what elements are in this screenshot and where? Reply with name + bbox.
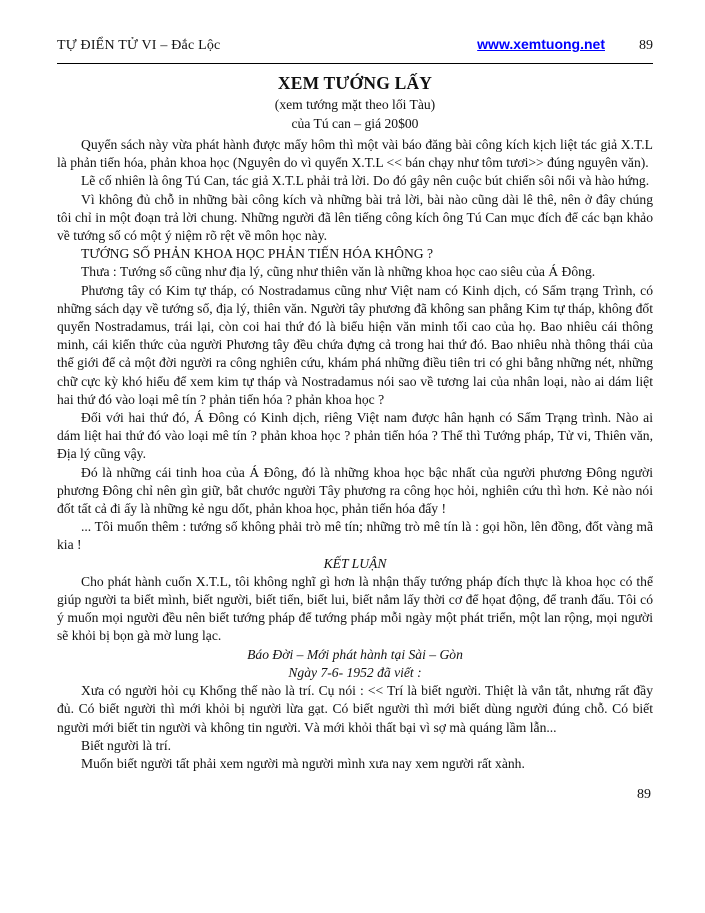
- body-paragraph: Biết người là trí.: [81, 737, 172, 753]
- header-rule: [57, 63, 653, 64]
- body-paragraph: Phương tây có Kim tự tháp, có Nostradamus cũng như Việt nam có Kinh dịch, có Sấm trạng Trình, có những sách dạy về tướng số, địa lý, thiên văn. Người tây phương đã không san phẳng Kim tự tháp, không đốt quyển Nostradamus, trái lại, còn coi hai thứ đó là biểu hiện văn minh tối cao của họ. Bao nhiêu cái thông minh, cái kiến thức của người Phương tây đều chứa đựng cả trong hai thứ đó. Bao nhiêu nhà thông thái của thế giới để cả một đời người ra công nghiên cứu, khám phá những điều tiên tri có ghi bằng những nét, những chữ cực kỳ khó hiểu để xem kim tự tháp và Nostradamus nói sao về tương lai của nhân loại, nào ai dám liệt hai thứ đó vào loại mê tín ? phản tiến hóa ? phản khoa học ?: [57, 282, 653, 407]
- conclusion-heading: KẾT LUẬN: [323, 555, 387, 571]
- header-page-number: 89: [639, 38, 653, 53]
- article-body: [57, 136, 653, 773]
- citation-line: Ngày 7-6- 1952 đã viết :: [288, 664, 422, 680]
- section-heading: TƯỚNG SỐ PHẢN KHOA HỌC PHẢN TIẾN HÓA KHÔNG ?: [81, 246, 434, 262]
- body-paragraph: Thưa : Tướng số cũng như địa lý, cũng như thiên văn là những khoa học cao siêu của Á Đông.: [81, 264, 596, 280]
- body-paragraph: Đó là những cái tinh hoa của Á Đông, đó là những khoa học bậc nhất của người phương Đông người phương Đông chỉ nên gìn giữ, bắt chước người Tây phương ra công học hỏi, nghiên cứu thì hơn. Kẻ nào nói đốt tất cả đi ấy là những kẻ ngu dốt, phản khoa học, phản tiến hóa đấy !: [57, 464, 653, 517]
- body-paragraph: Lẽ cố nhiên là ông Tú Can, tác giả X.T.L phải trả lời. Do đó gây nên cuộc bút chiến sôi nổi và hào hứng.: [81, 173, 650, 189]
- citation-line: Báo Đời – Mới phát hành tại Sài – Gòn: [247, 646, 463, 662]
- book-title: TỰ ĐIỂN TỬ VI – Đắc Lộc: [57, 38, 221, 53]
- article-byline: của Tú can – giá 20$00: [291, 116, 419, 131]
- website-link[interactable]: www.xemtuong.net: [477, 36, 605, 52]
- header-right: [477, 36, 653, 54]
- article-subtitle: (xem tướng mặt theo lối Tàu): [274, 97, 436, 112]
- body-paragraph: Vì không đủ chỗ in những bài công kích và những bài trả lời, bài nào cũng dài lê thê, nên ở đây chúng tôi chỉ in một đoạn trả lời chung. Những người đã lên tiếng công kích ông Tú Can mục đích để các bạn khảo về tướng số có một ý niệm rõ rệt về môn học này.: [57, 191, 653, 244]
- body-paragraph: Quyển sách này vừa phát hành được mấy hôm thì một vài báo đăng bài công kích kịch liệt tác giả X.T.L là phản tiến hóa, phản khoa học (Nguyên do vì quyển X.T.L << bán chạy như tôm tươi>> đúng nguyên văn).: [57, 137, 653, 171]
- page-footer: [57, 787, 653, 803]
- body-paragraph: Đối với hai thứ đó, Á Đông có Kinh dịch, riêng Việt nam được hân hạnh có Sấm Trạng trình. Nào ai dám liệt hai thứ đó vào loại mê tín ? phản khoa học ? phản tiến hóa ? Thế thì Tướng pháp, Tử vi, Thiên văn, Địa lý cũng vậy.: [57, 410, 653, 462]
- article-title: XEM TƯỚNG LẤY: [277, 73, 433, 93]
- page-header: [57, 36, 653, 54]
- body-paragraph: Xưa có người hỏi cụ Khổng thế nào là trí. Cụ nói : << Trí là biết người. Thiệt là vắn tắt, nhưng rất đầy đủ. Có biết người thì mới khỏi bị người lừa gạt. Có biết người thì mới biết dùng người đúng chỗ. Có biết người mới biết tin người và không tin người. Và mới khỏi thất bại vì sợ mà quáng lầm lẫn...: [57, 683, 653, 735]
- body-paragraph: Muốn biết người tất phải xem người mà người mình xưa nay xem người rất xành.: [81, 755, 525, 771]
- footer-page-number: 89: [637, 787, 651, 803]
- body-paragraph: Cho phát hành cuốn X.T.L, tôi không nghĩ gì hơn là nhận thấy tướng pháp đích thực là khoa học có thể giúp người ta biết mình, biết người, biết tiến, biết lui, biết nắm lấy thời cơ để họat động, để tranh đấu. Tôi có ý muốn mọi người đều nên biết tướng pháp để tướng pháp mỗi ngày một phát triển, một lan rộng, mọi người sẽ khỏi bị bọn gà mờ lung lạc.: [57, 573, 653, 644]
- body-paragraph: ... Tôi muốn thêm : tướng số không phải trò mê tín; những trò mê tín là : gọi hồn, lên đồng, đốt vàng mã kia !: [57, 519, 653, 553]
